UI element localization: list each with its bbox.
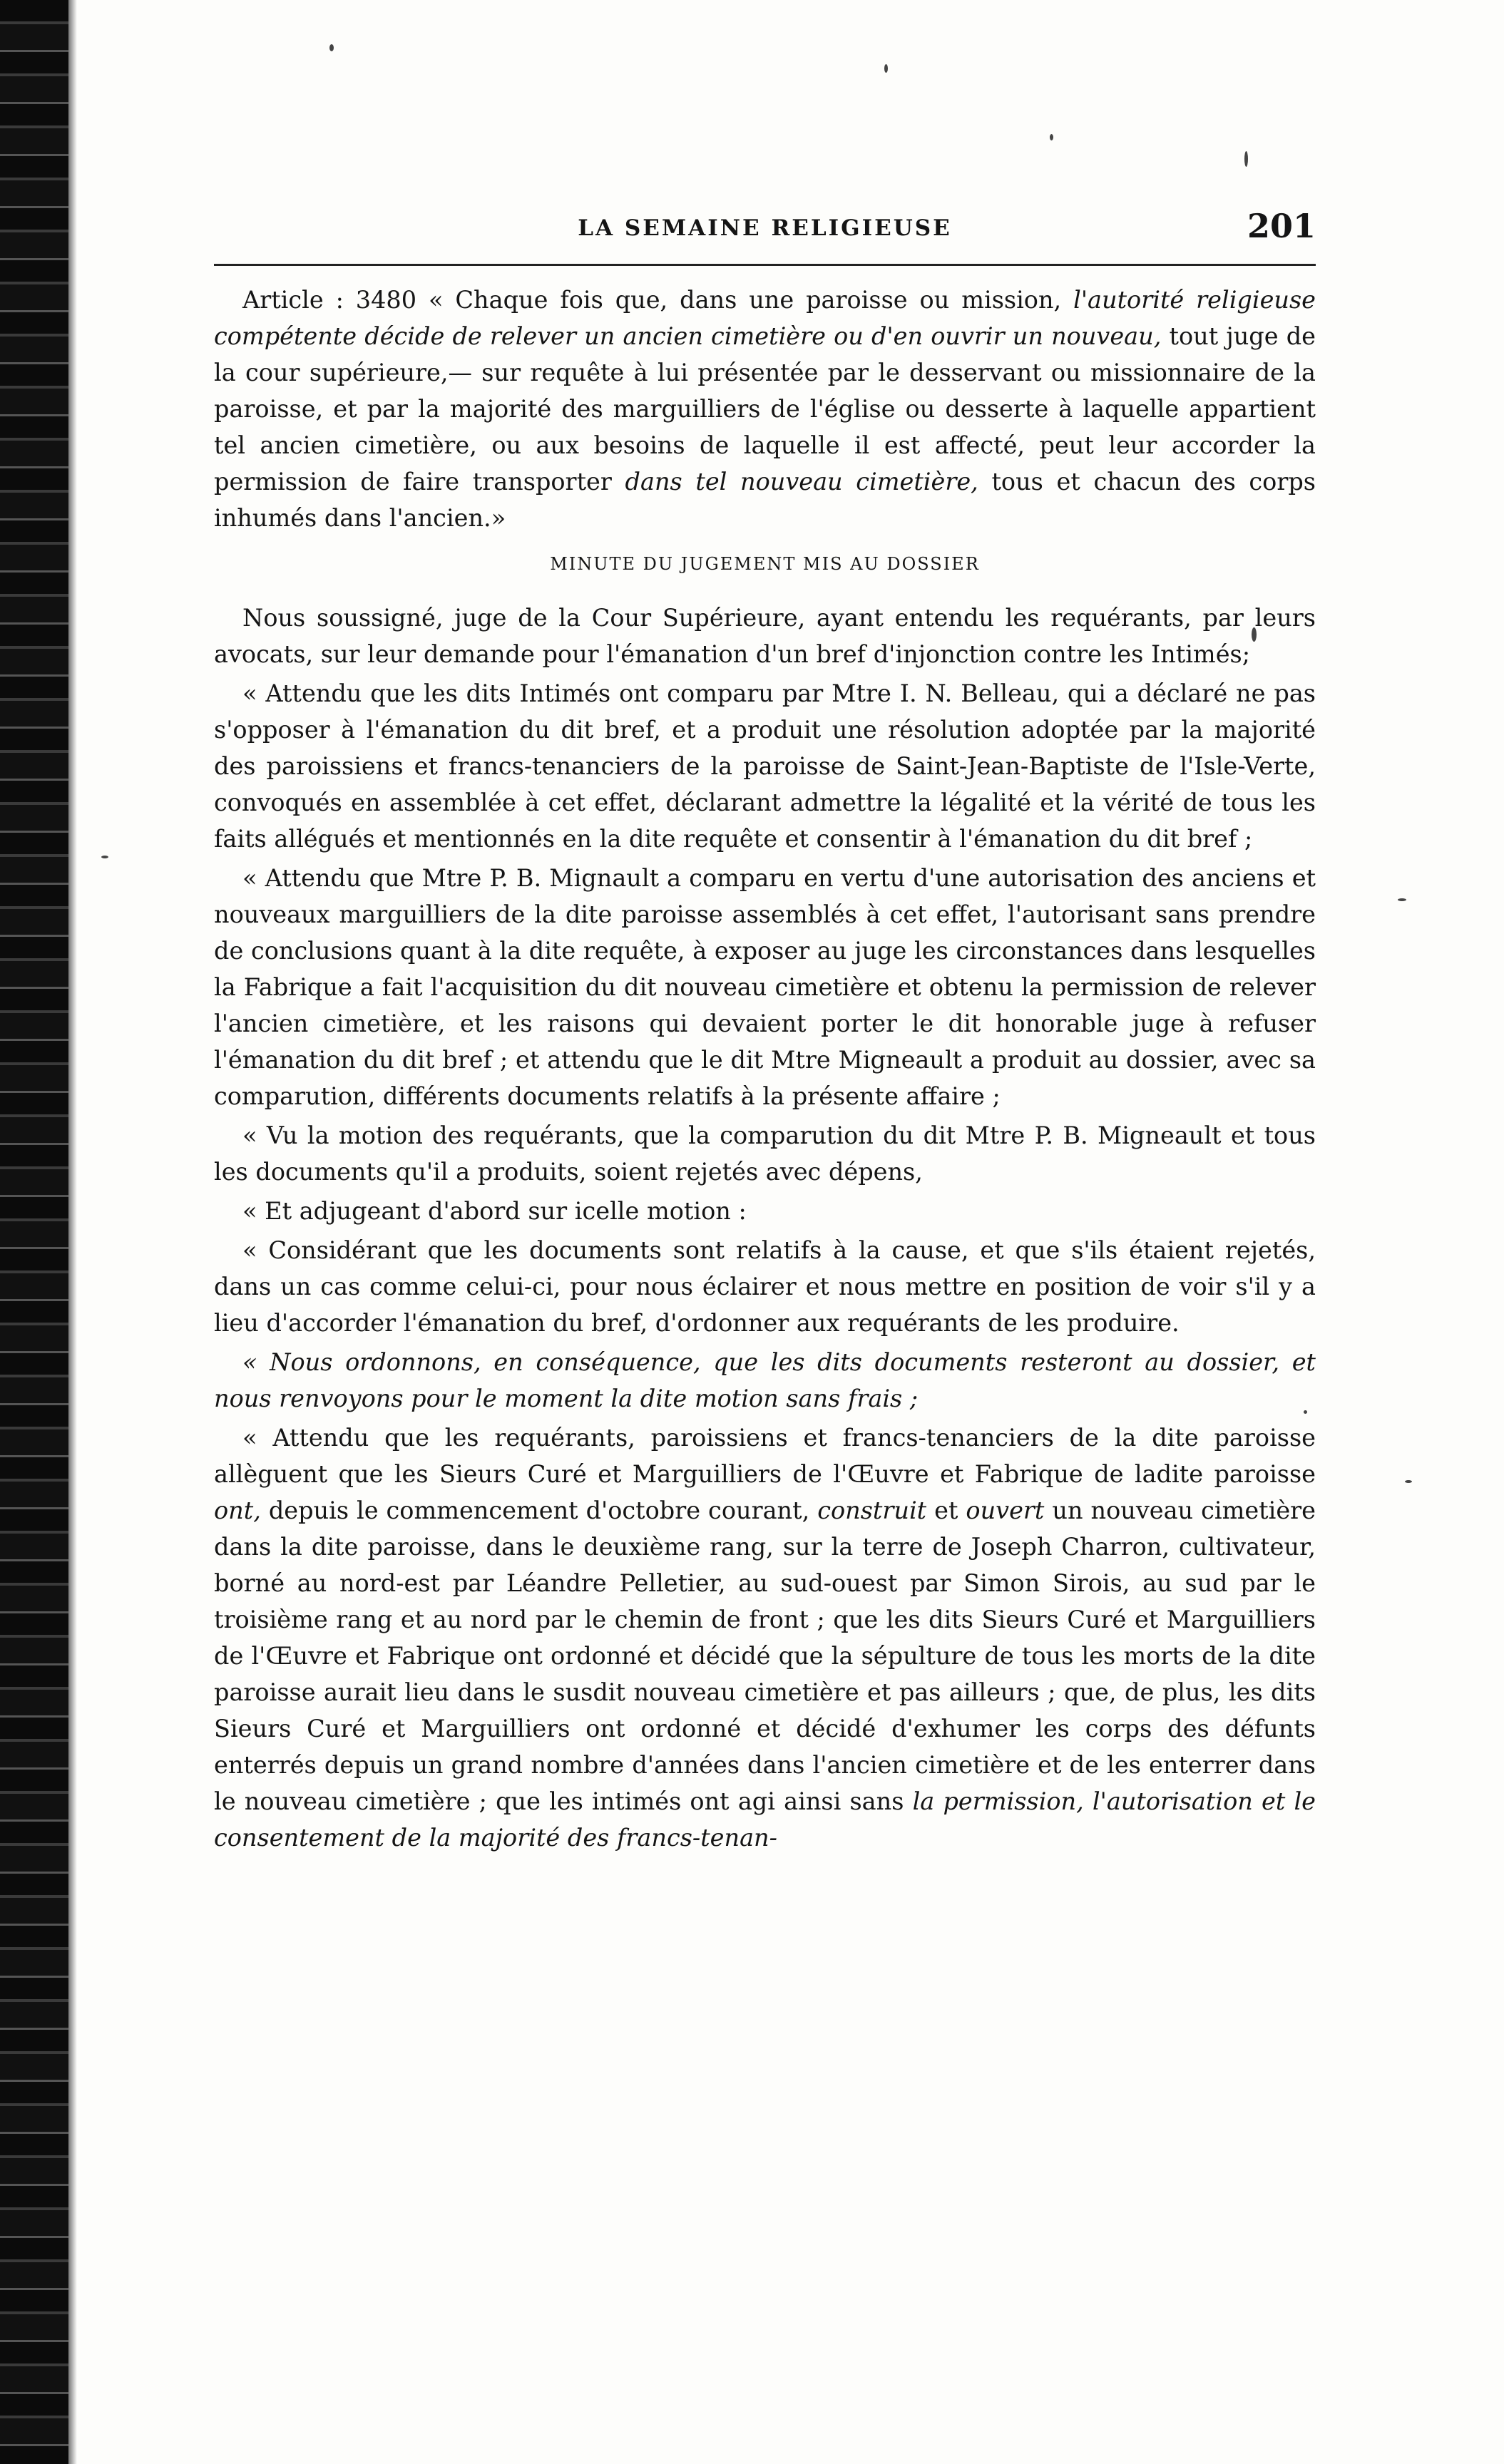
paragraph-attendu-belleau: « Attendu que les dits Intimés ont comparu par Mtre I. N. Belleau, qui a déclaré ne pas s'opposer à l'émanation du dit bref, et a produit une résolution adoptée par la majorité des paroissiens et francs-tenanciers de la paroisse de Saint-Jean-Baptiste de l'Isle-Verte, convoqués en assemblée à cet effet, déclarant admettre la légalité et la vérité de tous les faits allégués et mentionnés en la dite requête et consentir à l'émanation du dit bref ; (214, 679, 1316, 853)
paragraph-ordonnons (214, 1344, 1316, 1417)
p8-italic-end: la permission, l'autorisation et le consentement de la majorité des francs-tenan- (214, 1787, 1316, 1852)
paragraph-attendu-requerants (214, 1420, 1316, 1856)
p8-part-c: et (926, 1497, 966, 1524)
print-speck (1244, 151, 1248, 167)
print-speck (1050, 134, 1053, 140)
section-heading: MINUTE DU JUGEMENT MIS AU DOSSIER (550, 554, 980, 574)
article-italic: l'autorité religieuse compétente décide de relever un ancien cimetière ou d'en ouvrir un nouveau, (214, 286, 1316, 350)
document-page (214, 207, 1316, 2453)
article-rest-1: tout juge de la cour supérieure,— sur requête à lui présentée par le desservant ou missionnaire de la paroisse, et par la majorité des marguilliers de l'église ou desserte à laquelle appartient tel ancien cimetière, ou aux besoins de laquelle il est affecté, peut leur accorder la permission de faire transporter (214, 322, 1316, 496)
paragraph-preamble: Nous soussigné, juge de la Cour Supérieure, ayant entendu les requérants, par leurs avocats, sur leur demande pour l'émanation d'un bref d'injonction contre les Intimés; (214, 604, 1316, 668)
article-italic-2: dans tel nouveau cimetière, (625, 468, 978, 496)
body-text (214, 282, 1316, 1856)
p8-italic-2: construit (817, 1497, 927, 1524)
article-lead: Article : 3480 « Chaque fois que, dans une paroisse ou mission, (242, 286, 1074, 314)
paragraph-vu-motion: « Vu la motion des requérants, que la comparution du dit Mtre P. B. Migneault et tous les documents qu'il a produits, soient rejetés avec dépens, (214, 1121, 1316, 1186)
p8-italic-3: ouvert (966, 1497, 1045, 1524)
paragraph-attendu-mignault: « Attendu que Mtre P. B. Mignault a comparu en vertu d'une autorisation des anciens et nouveaux marguilliers de la dite paroisse assemblés à cet effet, l'autorisant sans prendre de conclusions quant à la dite requête, à exposer au juge les circonstances dans lesquelles la Fabrique a fait l'acquisition du dit nouveau cimetière et obtenu la permission de relever l'ancien cimetière, et les raisons qui devaient porter le dit honorable juge à refuser l'émanation du dit bref ; et attendu que le dit Mtre Migneault a produit au dossier, avec sa comparution, différents documents relatifs à la présente affaire ; (214, 864, 1316, 1110)
p8-part-a: « Attendu que les requérants, paroissiens et francs-tenanciers de la dite paroisse allèguent que les Sieurs Curé et Marguilliers de l'Œuvre et Fabrique de ladite paroisse (214, 1424, 1316, 1488)
p8-part-d: un nouveau cimetière dans la dite paroisse, dans le deuxième rang, sur la terre de Joseph Charron, cultivateur, borné au nord-est par Léandre Pelletier, au sud-ouest par Simon Sirois, au sud par le troisième rang et au nord par le chemin de front ; que les dits Sieurs Curé et Marguilliers de l'Œuvre et Fabrique ont ordonné et décidé que la sépulture de tous les morts de la dite paroisse aurait lieu dans le susdit nouveau cimetière et pas ailleurs ; que, de plus, les dits Sieurs Curé et Marguilliers ont ordonné et décidé d'exhumer les corps des défunts enterrés depuis un grand nombre d'années dans l'ancien cimetière et de les enterrer dans le nouveau cimetière ; que les intimés ont agi ainsi sans (214, 1497, 1316, 1815)
ordonnons-italic: « Nous ordonnons, en conséquence, que les dits documents resteront au dossier, et nous renvoyons pour le moment la dite motion sans frais ; (214, 1348, 1316, 1412)
quoted-article (214, 282, 1316, 536)
paragraph-considerant: « Considérant que les documents sont relatifs à la cause, et que s'ils étaient rejetés, dans un cas comme celui-ci, pour nous éclairer et nous mettre en position de voir s'il y a lieu d'accorder l'émanation du bref, d'ordonner aux requérants de les produire. (214, 1236, 1316, 1337)
print-speck (101, 856, 108, 858)
p8-italic-1: ont, (214, 1497, 261, 1524)
p8-part-b: depuis le commencement d'octobre courant, (260, 1497, 818, 1524)
page-binding-edge (0, 0, 68, 2464)
running-header (214, 207, 1316, 266)
print-speck (1405, 1480, 1412, 1483)
print-speck (884, 64, 888, 73)
page-number: 201 (1247, 207, 1316, 245)
print-speck (1398, 898, 1406, 901)
paragraph-adjugeant: « Et adjugeant d'abord sur icelle motion : (242, 1197, 747, 1225)
article-rest-2: tous et chacun des corps inhumés dans l'ancien.» (214, 468, 1316, 532)
print-speck (329, 44, 334, 51)
header-title: LA SEMAINE RELIGIEUSE (578, 215, 952, 241)
